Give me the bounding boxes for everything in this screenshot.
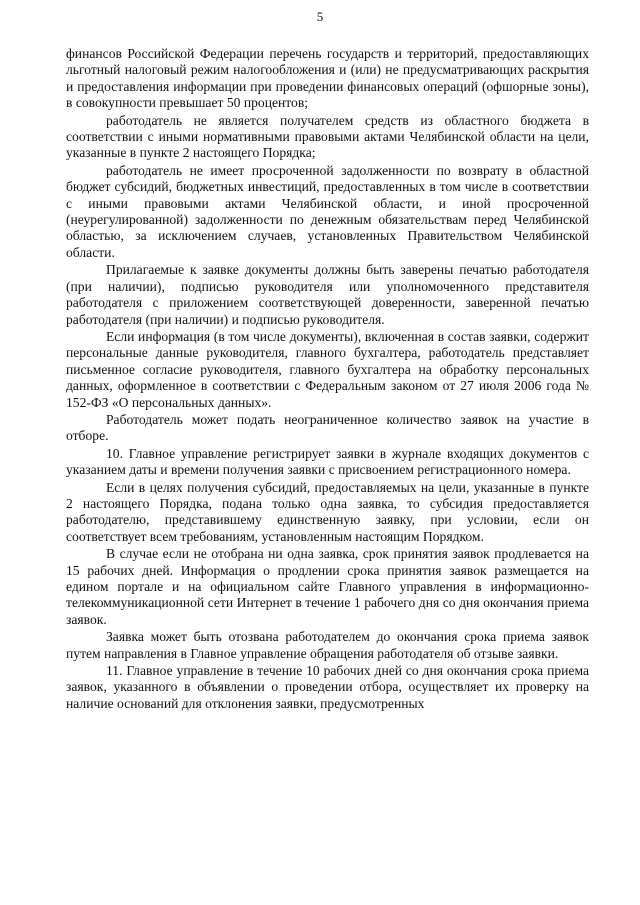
paragraph-condition-no-debt: работодатель не имеет просроченной задолженности по возврату в областной бюджет субсидий, бюджетных инвестиций, предоставленных в том числе в соответствии с иными правовыми актами Челябинской области, и иной просроченной (неурегулированной) задолженности по денежным обязательствам перед Челябинской областью, за исключением случаев, установленных Правительством Челябинской области. bbox=[66, 162, 589, 260]
page-number: 5 bbox=[316, 9, 324, 24]
paragraph-condition-budget-funds: работодатель не является получателем средств из областного бюджета в соответствии с иными нормативными правовыми актами Челябинской области на цели, указанные в пункте 2 настоящего Порядка; bbox=[66, 112, 589, 161]
paragraph-item-10-registration: 10. Главное управление регистрирует заявки в журнале входящих документов с указанием даты и времени получения заявки с присвоением регистрационного номера. bbox=[66, 445, 589, 478]
paragraph-continuation: финансов Российской Федерации перечень государств и территорий, предоставляющих льготный налоговый режим налогообложения и (или) не предусматривающих раскрытия и предоставления информации при проведении финансовых операций (офшорные зоны), в совокупности превышает 50 процентов; bbox=[66, 46, 589, 111]
paragraph-item-11-review: 11. Главное управление в течение 10 рабочих дней со дня окончания срока приема заявок, указанного в объявлении о проведении отбора, осуществляет их проверку на наличие оснований для отклонения заявки, предусмотренных bbox=[66, 663, 589, 711]
paragraph-attached-documents: Прилагаемые к заявке документы должны быть заверены печатью работодателя (при наличии), подписью руководителя или уполномоченного представителя работодателя с приложением соответствующей доверенности, заверенной печатью работодателя (при наличии) и подписью руководителя. bbox=[66, 262, 589, 327]
paragraph-unlimited-applications: Работодатель может подать неограниченное количество заявок на участие в отборе. bbox=[66, 411, 589, 444]
paragraph-single-application: Если в целях получения субсидий, предоставляемых на цели, указанные в пункте 2 настоящего Порядка, подана только одна заявка, то субсидия предоставляется работодателю, представившему единственную заявку, при условии, если он соответствует всем требованиям, установленным настоящим Порядком. bbox=[66, 479, 589, 544]
document-body bbox=[66, 46, 589, 713]
paragraph-personal-data: Если информация (в том числе документы), включенная в состав заявки, содержит персональные данные руководителя, главного бухгалтера, работодатель представляет письменное согласие руководителя, главного бухгалтера на обработку персональных данных, оформленное в соответствии с Федеральным законом от 27 июля 2006 года № 152-ФЗ «О персональных данных». bbox=[66, 328, 589, 410]
paragraph-no-application-selected: В случае если не отобрана ни одна заявка, срок принятия заявок продлевается на 15 рабочих дней. Информация о продлении срока принятия заявок размещается на едином портале и на официальном сайте Главного управления в информационно-телекоммуникационной сети Интернет в течение 1 рабочего дня со дня окончания приема заявок. bbox=[66, 546, 589, 627]
paragraph-application-withdrawal: Заявка может быть отозвана работодателем до окончания срока приема заявок путем направления в Главное управление обращения работодателя об отзыве заявки. bbox=[66, 629, 589, 661]
